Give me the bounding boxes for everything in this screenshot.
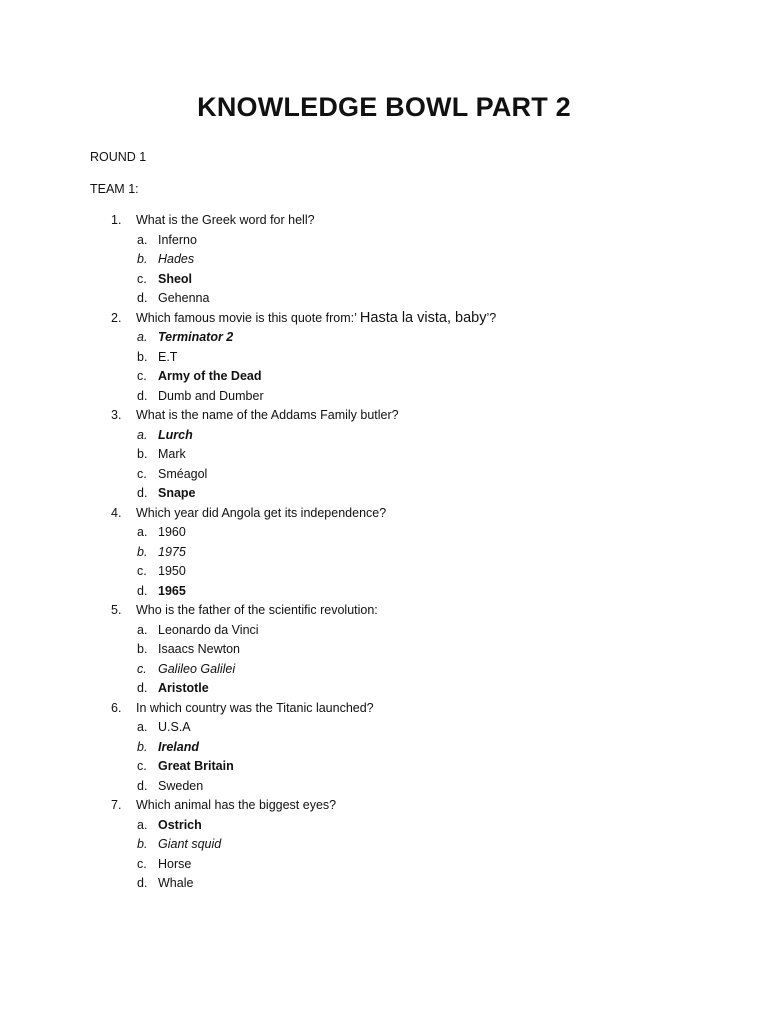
- option-text: Terminator 2: [158, 330, 234, 344]
- answer-option: [0, 543, 768, 563]
- answer-option: [0, 348, 768, 368]
- question-line: [0, 699, 768, 719]
- option-text: Hades: [158, 252, 195, 266]
- question-text-before-quote: Which famous movie is this quote from:’: [136, 310, 360, 325]
- option-letter: d.: [137, 876, 148, 890]
- option-text: Ostrich: [158, 817, 202, 832]
- question-number: 6.: [111, 700, 122, 715]
- question-text: Which animal has the biggest eyes?: [136, 798, 337, 812]
- option-letter: d.: [137, 583, 148, 598]
- page-title: KNOWLEDGE BOWL PART 2: [197, 92, 571, 122]
- option-text: Snape: [158, 486, 196, 500]
- option-letter: b.: [137, 642, 148, 656]
- question-text: What is the Greek word for hell?: [136, 213, 315, 227]
- question-text: [136, 309, 496, 329]
- option-text: 1975: [158, 544, 186, 559]
- question-item: [0, 796, 768, 894]
- option-text: Sméagol: [158, 466, 208, 481]
- option-letter: c.: [137, 856, 147, 871]
- option-text: Gehenna: [158, 291, 210, 305]
- answer-option: [0, 718, 768, 738]
- question-quote: Hasta la vista, baby: [359, 309, 487, 326]
- option-letter: d.: [137, 486, 148, 500]
- question-number: 7.: [111, 798, 122, 812]
- option-letter: b.: [137, 447, 148, 461]
- answer-option: [0, 367, 768, 387]
- answer-option: [0, 640, 768, 660]
- option-text: Sheol: [158, 271, 193, 286]
- option-letter: b.: [137, 837, 148, 851]
- answer-option: [0, 562, 768, 582]
- option-letter: b.: [137, 544, 148, 559]
- option-text: Leonardo da Vinci: [158, 622, 259, 637]
- answer-option: [0, 445, 768, 465]
- option-letter: a.: [137, 525, 148, 539]
- option-letter: d.: [137, 681, 148, 695]
- question-item: [0, 699, 768, 797]
- question-line: [0, 211, 768, 231]
- option-text: 1965: [158, 583, 186, 598]
- answer-option: [0, 231, 768, 251]
- option-letter: a.: [137, 817, 148, 832]
- answer-option: [0, 835, 768, 855]
- answer-option: [0, 250, 768, 270]
- option-letter: c.: [137, 271, 147, 286]
- answer-option: [0, 465, 768, 485]
- option-letter: b.: [137, 252, 148, 266]
- answer-option: [0, 582, 768, 602]
- answer-option: [0, 270, 768, 290]
- option-text: Dumb and Dumber: [158, 388, 264, 403]
- option-text: Ireland: [158, 739, 199, 754]
- question-line: [0, 309, 768, 329]
- question-list: [0, 211, 768, 894]
- answer-option: [0, 816, 768, 836]
- option-letter: a.: [137, 232, 148, 247]
- question-text-after-quote: ’?: [486, 310, 497, 325]
- answer-option: [0, 289, 768, 309]
- option-text: U.S.A: [158, 720, 191, 734]
- answer-option: [0, 328, 768, 348]
- option-letter: d.: [137, 778, 148, 793]
- option-text: Sweden: [158, 778, 204, 793]
- question-text: In which country was the Titanic launched?: [136, 700, 374, 715]
- question-line: [0, 796, 768, 816]
- question-item: [0, 211, 768, 309]
- question-item: [0, 601, 768, 699]
- option-text: Army of the Dead: [158, 369, 262, 383]
- question-item: [0, 406, 768, 504]
- option-text: Whale: [158, 876, 194, 890]
- option-text: Aristotle: [158, 681, 209, 695]
- question-text: Which year did Angola get its independence?: [136, 505, 387, 520]
- option-letter: b.: [137, 739, 148, 754]
- option-letter: a.: [137, 622, 148, 637]
- question-number: 3.: [111, 408, 122, 422]
- question-item: [0, 309, 768, 407]
- team-label: TEAM 1:: [90, 182, 139, 196]
- question-number: 1.: [111, 213, 122, 227]
- answer-option: [0, 621, 768, 641]
- option-letter: d.: [137, 291, 148, 305]
- option-text: 1960: [158, 525, 186, 539]
- answer-option: [0, 387, 768, 407]
- answer-option: [0, 757, 768, 777]
- answer-option: [0, 426, 768, 446]
- option-letter: a.: [137, 427, 148, 442]
- question-number: 5.: [111, 603, 122, 617]
- question-line: [0, 406, 768, 426]
- question-line: [0, 504, 768, 524]
- option-text: Inferno: [158, 232, 197, 247]
- answer-option: [0, 660, 768, 680]
- option-letter: b.: [137, 349, 148, 364]
- option-letter: c.: [137, 661, 147, 676]
- option-text: Isaacs Newton: [158, 642, 240, 656]
- answer-option: [0, 738, 768, 758]
- option-letter: a.: [137, 330, 148, 344]
- option-letter: c.: [137, 759, 147, 773]
- option-letter: a.: [137, 720, 148, 734]
- answer-option: [0, 484, 768, 504]
- question-text: Who is the father of the scientific revolution:: [136, 603, 378, 617]
- question-number: 4.: [111, 505, 122, 520]
- answer-option: [0, 679, 768, 699]
- question-item: [0, 504, 768, 602]
- option-text: Giant squid: [158, 837, 222, 851]
- question-number: 2.: [111, 310, 122, 325]
- option-letter: c.: [137, 564, 147, 578]
- option-text: Mark: [158, 447, 186, 461]
- answer-option: [0, 777, 768, 797]
- answer-option: [0, 523, 768, 543]
- option-text: Lurch: [158, 427, 193, 442]
- option-text: E.T: [158, 349, 178, 364]
- option-text: 1950: [158, 564, 186, 578]
- question-line: [0, 601, 768, 621]
- answer-option: [0, 874, 768, 894]
- option-text: Galileo Galilei: [158, 661, 236, 676]
- round-label: ROUND 1: [90, 150, 147, 164]
- option-text: Horse: [158, 856, 192, 871]
- option-text: Great Britain: [158, 759, 234, 773]
- option-letter: c.: [137, 369, 147, 383]
- option-letter: c.: [137, 466, 147, 481]
- question-text: What is the name of the Addams Family butler?: [136, 408, 399, 422]
- answer-option: [0, 855, 768, 875]
- option-letter: d.: [137, 388, 148, 403]
